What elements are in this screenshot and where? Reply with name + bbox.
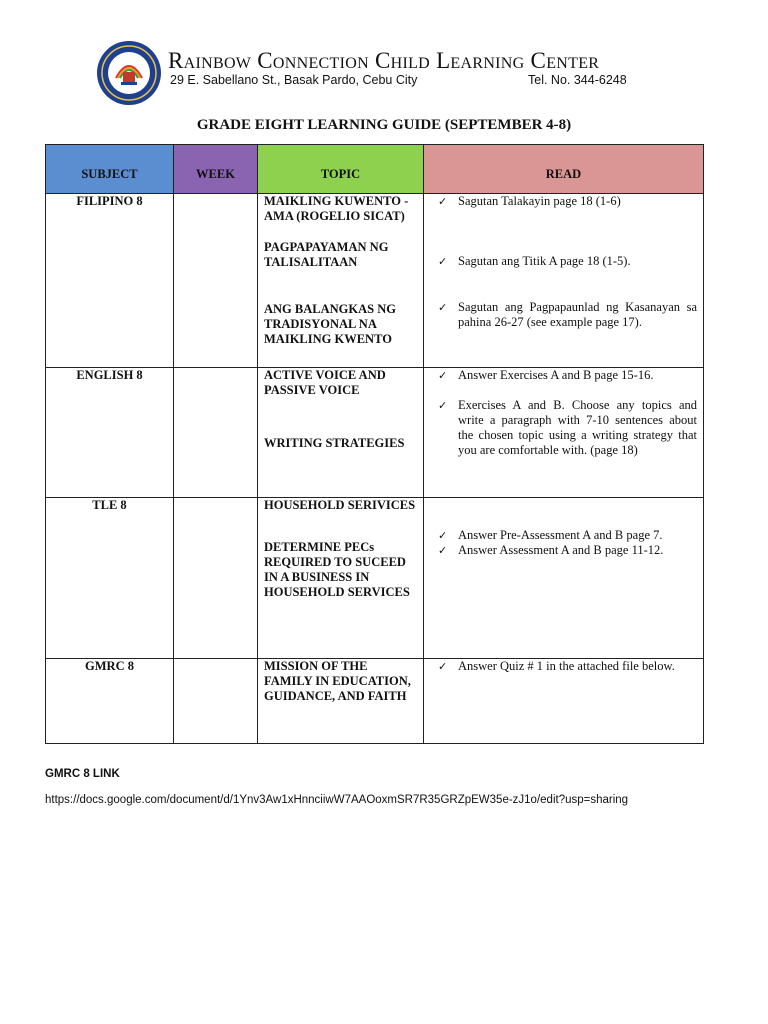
checkmark-icon: ✓ [438,529,448,542]
topic-cell [258,368,424,498]
subject-cell: FILIPINO 8 [46,194,174,368]
topic-item: DETERMINE PECs REQUIRED TO SUCEED IN A BUSINESS IN HOUSEHOLD SERVICES [264,540,410,599]
subject-cell: GMRC 8 [46,659,174,744]
topic-item: MISSION OF THE FAMILY IN EDUCATION, GUIDANCE, AND FAITH [264,659,411,703]
checkmark-icon: ✓ [438,301,448,314]
week-cell [174,659,258,744]
list-item [430,543,697,558]
school-telephone: Tel. No. 344-6248 [528,73,627,87]
table-row [46,659,704,744]
list-item [430,659,697,674]
checkmark-icon: ✓ [438,195,448,208]
topic-cell [258,194,424,368]
checkmark-icon: ✓ [438,369,448,382]
subject-cell: ENGLISH 8 [46,368,174,498]
table-header-row [46,145,704,194]
list-item [430,398,697,458]
header-topic: TOPIC [258,145,424,194]
read-text: Sagutan ang Titik A page 18 (1-5). [458,254,631,268]
gmrc-link-url[interactable]: https://docs.google.com/document/d/1Ynv3Aw1xHnnciiwW7AAOoxmSR7R35GRZpEW35e-zJ1o/edit?usp=sharing [45,794,629,806]
read-text: Sagutan ang Pagpapaunlad ng Kasanayan sa pahina 26-27 (see example page 17). [458,300,697,329]
list-item [430,194,697,209]
topic-cell [258,498,424,659]
header-week: WEEK [174,145,258,194]
week-cell [174,498,258,659]
document-title: GRADE EIGHT LEARNING GUIDE (SEPTEMBER 4-8) [196,117,572,133]
list-item [430,254,697,269]
read-cell [424,659,704,744]
topic-item: ANG BALANGKAS NG TRADISYONAL NA MAIKLING KWENTO [264,302,396,346]
subject-cell: TLE 8 [46,498,174,659]
topic-item: HOUSEHOLD SERIVICES [264,498,416,512]
school-address: 29 E. Sabellano St., Basak Pardo, Cebu City [170,73,418,87]
read-text: Answer Quiz # 1 in the attached file below. [458,659,675,673]
checkmark-icon: ✓ [438,399,448,412]
checkmark-icon: ✓ [438,544,448,557]
checkmark-icon: ✓ [438,255,448,268]
read-cell [424,368,704,498]
read-cell [424,498,704,659]
learning-guide-table [45,144,704,744]
header-read: READ [424,145,704,194]
read-text: Exercises A and B. Choose any topics and write a paragraph with 7-10 sentences about the chosen topic using a writing strategy that you are comfortable with. (page 18) [458,398,697,457]
table-row [46,368,704,498]
table-row [46,498,704,659]
week-cell [174,368,258,498]
school-name: Rainbow Connection Child Learning Center [168,48,600,73]
read-text: Answer Assessment A and B page 11-12. [458,543,664,557]
school-seal-logo [96,40,162,106]
list-item [430,368,697,383]
topic-item: ACTIVE VOICE AND PASSIVE VOICE [264,368,386,397]
topic-item: PAGPAPAYAMAN NG TALISALITAAN [264,240,389,269]
read-text: Answer Pre-Assessment A and B page 7. [458,528,663,542]
list-item [430,300,697,330]
read-text: Answer Exercises A and B page 15-16. [458,368,654,382]
list-item [430,528,697,543]
header-subject: SUBJECT [46,145,174,194]
topic-item: MAIKLING KUWENTO -AMA (ROGELIO SICAT) [264,194,409,223]
week-cell [174,194,258,368]
topic-cell [258,659,424,744]
table-row [46,194,704,368]
topic-item: WRITING STRATEGIES [264,436,405,450]
read-text: Sagutan Talakayin page 18 (1-6) [458,194,621,208]
read-cell [424,194,704,368]
checkmark-icon: ✓ [438,660,448,673]
gmrc-link-label: GMRC 8 LINK [45,768,120,780]
